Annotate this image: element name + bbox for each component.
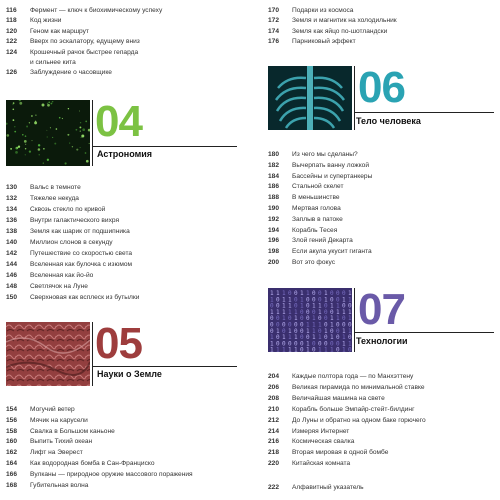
- svg-text:0: 0: [294, 340, 298, 348]
- svg-text:1: 1: [282, 315, 286, 323]
- svg-text:1: 1: [306, 290, 310, 297]
- svg-text:0: 0: [282, 321, 286, 329]
- svg-text:0: 0: [294, 302, 298, 310]
- svg-text:1: 1: [282, 346, 286, 352]
- svg-text:1: 1: [318, 334, 322, 342]
- astronomy-rule: [92, 146, 237, 147]
- entry-title: Могучий ветер: [30, 406, 75, 413]
- svg-text:1: 1: [348, 340, 352, 348]
- svg-text:0: 0: [300, 340, 304, 348]
- entry-title: Как водородная бомба в Сан-Франциско: [30, 460, 155, 467]
- earth-divider-line: [92, 322, 93, 386]
- svg-text:0: 0: [336, 334, 340, 342]
- svg-text:0: 0: [288, 340, 292, 348]
- svg-text:1: 1: [288, 302, 292, 310]
- entry-title: и сильнее кита: [30, 59, 76, 66]
- entry-page-number: 116: [6, 7, 17, 14]
- entry-title: Земля и магнитик на холодильник: [292, 17, 397, 25]
- svg-text:1: 1: [288, 296, 292, 304]
- entry-title: Крошечный рачок быстрее гепарда: [30, 48, 139, 56]
- entry-title: Внутри галактического вихря: [30, 217, 120, 224]
- svg-text:1: 1: [312, 321, 316, 329]
- svg-text:1: 1: [282, 296, 286, 304]
- svg-text:1: 1: [276, 308, 280, 316]
- svg-text:1: 1: [294, 308, 298, 316]
- entry-title: Выпить Тихий океан: [30, 438, 93, 446]
- entry-title: Космическая свалка: [292, 438, 355, 446]
- svg-text:0: 0: [294, 296, 298, 304]
- entry-title: Из чего мы сделаны?: [292, 151, 358, 158]
- svg-text:0: 0: [336, 290, 340, 297]
- entry-title: Геном как маршрут: [30, 27, 89, 35]
- svg-text:0: 0: [330, 308, 334, 316]
- entry-page-number: 204: [268, 373, 280, 380]
- svg-text:0: 0: [324, 308, 328, 316]
- entry-title: Код жизни: [30, 17, 62, 25]
- entry-page-number: 156: [6, 416, 18, 424]
- svg-text:1: 1: [282, 302, 286, 310]
- svg-text:1: 1: [312, 315, 316, 323]
- svg-text:1: 1: [342, 346, 346, 352]
- svg-text:0: 0: [342, 302, 346, 310]
- entry-title: Земля как яйцо по-шотландски: [292, 27, 388, 35]
- entry-title: Вулканы — природное оружие массового поражения: [30, 470, 193, 478]
- svg-text:1: 1: [342, 327, 346, 335]
- earth-section-title: Науки о Земле: [97, 369, 162, 379]
- svg-text:0: 0: [318, 340, 322, 348]
- svg-text:1: 1: [342, 340, 346, 348]
- svg-text:0: 0: [300, 346, 304, 352]
- astronomy-divider-line: [92, 100, 93, 166]
- svg-text:1: 1: [330, 302, 334, 310]
- entry-page-number: 208: [268, 394, 280, 402]
- entry-page-number: 186: [268, 183, 280, 191]
- entry-title: Фермент — ключ к биохимическому успеху: [30, 7, 163, 14]
- svg-text:0: 0: [282, 327, 286, 335]
- entry-page-number: 220: [268, 460, 280, 468]
- entry-page-number: 176: [268, 38, 280, 46]
- svg-text:1: 1: [270, 346, 274, 352]
- technology-rule: [354, 332, 494, 333]
- svg-text:1: 1: [312, 334, 316, 342]
- entry-title: Миллион слонов в секунду: [30, 239, 113, 246]
- svg-text:1: 1: [270, 296, 274, 304]
- svg-text:0: 0: [330, 290, 334, 297]
- entry-title: Алфавитный указатель: [292, 484, 364, 491]
- entry-page-number: 162: [6, 449, 18, 457]
- svg-text:0: 0: [348, 334, 352, 342]
- svg-text:0: 0: [348, 321, 352, 329]
- svg-text:1: 1: [276, 290, 280, 297]
- entry-page-number: 206: [268, 383, 280, 391]
- earth-section-number: 05: [95, 319, 142, 368]
- entry-page-number: 148: [6, 283, 18, 290]
- svg-text:0: 0: [270, 327, 274, 335]
- entry-title: Вальс в темноте: [30, 184, 81, 191]
- svg-text:0: 0: [270, 315, 274, 323]
- entry-title: Корабль больше Эмпайр-стейт-билдинг: [292, 405, 415, 413]
- binary-code-icon: [268, 288, 352, 352]
- svg-text:0: 0: [300, 321, 304, 329]
- svg-text:1: 1: [306, 321, 310, 329]
- svg-text:0: 0: [324, 334, 328, 342]
- svg-text:0: 0: [312, 308, 316, 316]
- entry-page-number: 182: [268, 161, 280, 169]
- entry-title: Светлячок на Луне: [30, 283, 88, 290]
- entry-title: Каждые полтора года — по Манхэттену: [292, 373, 414, 380]
- human-rule: [354, 112, 494, 113]
- svg-text:0: 0: [312, 340, 316, 348]
- svg-text:1: 1: [306, 340, 310, 348]
- svg-text:1: 1: [342, 296, 346, 304]
- astronomy-section-number: 04: [95, 97, 142, 146]
- entry-title: Вселенная как йо-йо: [30, 272, 94, 279]
- svg-text:1: 1: [318, 321, 322, 329]
- svg-text:0: 0: [288, 321, 292, 329]
- svg-text:1: 1: [330, 321, 334, 329]
- entry-page-number: 120: [6, 27, 18, 35]
- entry-title: Корабль Тесея: [292, 226, 338, 234]
- entry-page-number: 140: [6, 239, 18, 246]
- svg-text:1: 1: [336, 315, 340, 323]
- entry-page-number: 192: [268, 215, 280, 223]
- svg-text:1: 1: [288, 334, 292, 342]
- entry-title: Стальной скелет: [292, 183, 344, 191]
- svg-text:1: 1: [306, 346, 310, 352]
- svg-text:0: 0: [330, 327, 334, 335]
- entry-page-number: 222: [268, 484, 280, 491]
- entry-page-number: 184: [268, 172, 280, 180]
- svg-text:0: 0: [336, 340, 340, 348]
- svg-text:1: 1: [270, 334, 274, 342]
- entry-page-number: 174: [268, 27, 280, 35]
- svg-text:0: 0: [336, 327, 340, 335]
- entry-page-number: 134: [6, 206, 18, 213]
- svg-text:1: 1: [348, 290, 352, 297]
- rock-texture-icon: [6, 322, 90, 386]
- entry-page-number: 144: [6, 261, 18, 268]
- entry-title: До Луны и обратно на одном баке горючего: [292, 416, 426, 424]
- entry-page-number: 180: [268, 151, 280, 158]
- entry-title: Бассейны и супертанкеры: [292, 172, 373, 180]
- entry-page-number: 118: [6, 17, 17, 25]
- earth-thumbnail: [6, 322, 90, 386]
- svg-text:1: 1: [342, 308, 346, 316]
- svg-text:1: 1: [348, 308, 352, 316]
- technology-divider-line: [354, 288, 355, 352]
- entry-title: Подарки из космоса: [292, 7, 354, 14]
- svg-text:0: 0: [306, 308, 310, 316]
- svg-text:1: 1: [330, 315, 334, 323]
- svg-text:0: 0: [270, 321, 274, 329]
- entry-title: Китайская комната: [292, 460, 351, 468]
- entry-page-number: 198: [268, 248, 280, 256]
- svg-text:0: 0: [312, 296, 316, 304]
- svg-text:1: 1: [324, 296, 328, 304]
- entry-title: Вот это фокус: [292, 259, 336, 266]
- entry-page-number: 196: [268, 237, 280, 245]
- human-thumbnail: [268, 66, 352, 130]
- svg-text:1: 1: [318, 346, 322, 352]
- svg-text:0: 0: [300, 308, 304, 316]
- svg-text:0: 0: [324, 302, 328, 310]
- entry-page-number: 160: [6, 438, 18, 446]
- svg-text:0: 0: [336, 346, 340, 352]
- svg-text:0: 0: [282, 340, 286, 348]
- entry-title: Сквозь стекло по кривой: [30, 206, 106, 213]
- entry-page-number: 218: [268, 449, 280, 457]
- entry-title: Земля как шарик от подшипника: [30, 228, 130, 235]
- entry-title: Свалка в Большом каньоне: [30, 427, 115, 435]
- entry-page-number: 142: [6, 250, 18, 257]
- svg-text:0: 0: [300, 334, 304, 342]
- svg-text:0: 0: [336, 296, 340, 304]
- svg-text:1: 1: [294, 346, 298, 352]
- entry-title: Заплыв в патоке: [292, 215, 343, 223]
- entry-title: Вторая мировая в одной бомбе: [292, 449, 389, 457]
- svg-text:1: 1: [342, 334, 346, 342]
- svg-text:1: 1: [282, 290, 286, 297]
- entry-page-number: 168: [6, 481, 18, 489]
- entry-page-number: 170: [268, 7, 280, 14]
- entry-title: Сверхновая как всплеск из бутылки: [30, 294, 140, 301]
- svg-text:0: 0: [312, 290, 316, 297]
- svg-text:0: 0: [294, 290, 298, 297]
- entry-title: Вселенная как булочка с изюмом: [30, 261, 133, 268]
- entry-page-number: 212: [268, 416, 280, 424]
- svg-text:1: 1: [324, 327, 328, 335]
- entry-title: В меньшинстве: [292, 194, 340, 202]
- svg-text:1: 1: [276, 327, 280, 335]
- entry-page-number: 164: [6, 460, 18, 467]
- svg-text:0: 0: [276, 315, 280, 323]
- svg-text:1: 1: [348, 327, 352, 335]
- entry-title: Мячик на карусели: [30, 416, 88, 424]
- entry-page-number: 130: [6, 184, 18, 191]
- entry-page-number: 150: [6, 294, 18, 301]
- entry-page-number: 194: [268, 226, 280, 234]
- entry-page-number: 132: [6, 195, 18, 202]
- svg-text:1: 1: [270, 290, 274, 297]
- svg-text:0: 0: [294, 321, 298, 329]
- svg-text:1: 1: [336, 302, 340, 310]
- svg-text:1: 1: [282, 308, 286, 316]
- svg-text:0: 0: [318, 296, 322, 304]
- svg-text:1: 1: [312, 302, 316, 310]
- svg-text:0: 0: [306, 334, 310, 342]
- xray-chest-icon: [268, 66, 352, 130]
- svg-text:0: 0: [306, 302, 310, 310]
- entry-title: Губительная волна: [30, 481, 89, 489]
- svg-text:0: 0: [342, 315, 346, 323]
- svg-text:1: 1: [324, 290, 328, 297]
- svg-text:1: 1: [282, 334, 286, 342]
- entry-page-number: 126: [6, 69, 18, 77]
- entry-title: Великая пирамида по минимальной ставке: [292, 383, 425, 391]
- entry-title: Вверх по эскалатору, едущему вниз: [30, 38, 140, 46]
- svg-text:1: 1: [288, 308, 292, 316]
- entry-title: Злой гений Декарта: [292, 237, 353, 245]
- svg-text:0: 0: [336, 321, 340, 329]
- svg-text:0: 0: [342, 290, 346, 297]
- svg-text:0: 0: [294, 327, 298, 335]
- entry-title: Измеряя Интернет: [292, 427, 350, 435]
- svg-text:0: 0: [306, 296, 310, 304]
- earth-rule: [92, 366, 237, 367]
- technology-section-number: 07: [358, 285, 405, 334]
- svg-text:0: 0: [276, 296, 280, 304]
- svg-text:1: 1: [348, 296, 352, 304]
- entry-page-number: 138: [6, 228, 18, 235]
- entry-title: Величайшая машина на свете: [292, 394, 385, 402]
- svg-text:0: 0: [300, 327, 304, 335]
- svg-text:0: 0: [276, 340, 280, 348]
- svg-text:0: 0: [348, 346, 352, 352]
- technology-thumbnail: [268, 288, 352, 352]
- human-section-title: Тело человека: [356, 116, 421, 126]
- technology-section-title: Технологии: [356, 336, 408, 346]
- human-section-number: 06: [358, 63, 405, 112]
- entry-page-number: 146: [6, 272, 18, 279]
- entry-title: Лифт на Эверест: [30, 449, 83, 457]
- entry-page-number: 216: [268, 438, 280, 446]
- entry-page-number: 210: [268, 405, 280, 413]
- svg-text:0: 0: [324, 315, 328, 323]
- svg-text:1: 1: [348, 315, 352, 323]
- svg-text:1: 1: [300, 296, 304, 304]
- entry-title: Мертвая голова: [292, 205, 341, 212]
- entry-title: Путешествие со скоростью света: [30, 250, 133, 257]
- astronomy-section-title: Астрономия: [97, 149, 153, 159]
- svg-text:0: 0: [306, 315, 310, 323]
- svg-text:1: 1: [336, 308, 340, 316]
- entry-page-number: 188: [268, 194, 280, 202]
- svg-text:0: 0: [318, 290, 322, 297]
- svg-text:1: 1: [306, 327, 310, 335]
- svg-text:0: 0: [288, 290, 292, 297]
- entry-title: Тяжелее некуда: [30, 195, 79, 202]
- svg-text:1: 1: [330, 346, 334, 352]
- svg-text:1: 1: [318, 302, 322, 310]
- svg-text:0: 0: [312, 346, 316, 352]
- entry-title: Вычерпать ванну ложкой: [292, 161, 370, 169]
- svg-text:0: 0: [330, 340, 334, 348]
- svg-text:1: 1: [288, 346, 292, 352]
- svg-text:0: 0: [270, 302, 274, 310]
- svg-text:1: 1: [300, 290, 304, 297]
- svg-text:0: 0: [276, 334, 280, 342]
- svg-text:0: 0: [342, 321, 346, 329]
- entry-page-number: 172: [268, 17, 280, 25]
- entry-page-number: 214: [268, 427, 280, 435]
- entry-page-number: 166: [6, 470, 18, 478]
- entry-title: Если акула укусит гиганта: [292, 248, 372, 256]
- svg-text:0: 0: [348, 302, 352, 310]
- svg-text:0: 0: [330, 296, 334, 304]
- svg-text:0: 0: [318, 315, 322, 323]
- entry-title: Заблуждение о часовщике: [30, 69, 112, 77]
- svg-text:1: 1: [270, 308, 274, 316]
- svg-text:1: 1: [276, 346, 280, 352]
- astronomy-thumbnail: [6, 100, 90, 166]
- human-divider-line: [354, 66, 355, 130]
- svg-text:1: 1: [270, 340, 274, 348]
- entry-page-number: 124: [6, 48, 18, 56]
- svg-text:0: 0: [288, 315, 292, 323]
- entry-page-number: 190: [268, 205, 280, 212]
- svg-text:1: 1: [324, 346, 328, 352]
- svg-text:1: 1: [312, 327, 316, 335]
- svg-text:0: 0: [324, 340, 328, 348]
- svg-text:0: 0: [324, 321, 328, 329]
- svg-text:1: 1: [300, 302, 304, 310]
- entry-page-number: 136: [6, 217, 18, 224]
- svg-text:1: 1: [288, 327, 292, 335]
- svg-text:0: 0: [300, 315, 304, 323]
- entry-title: Парниковый эффект: [292, 38, 356, 46]
- entry-page-number: 122: [6, 38, 18, 46]
- svg-text:0: 0: [276, 321, 280, 329]
- svg-text:0: 0: [276, 302, 280, 310]
- svg-text:1: 1: [330, 334, 334, 342]
- svg-text:1: 1: [318, 308, 322, 316]
- svg-text:1: 1: [294, 315, 298, 323]
- star-field-icon: [6, 100, 90, 166]
- svg-text:1: 1: [294, 334, 298, 342]
- entry-page-number: 158: [6, 427, 18, 435]
- entry-page-number: 154: [6, 406, 18, 413]
- svg-text:0: 0: [318, 327, 322, 335]
- entry-page-number: 200: [268, 259, 280, 266]
